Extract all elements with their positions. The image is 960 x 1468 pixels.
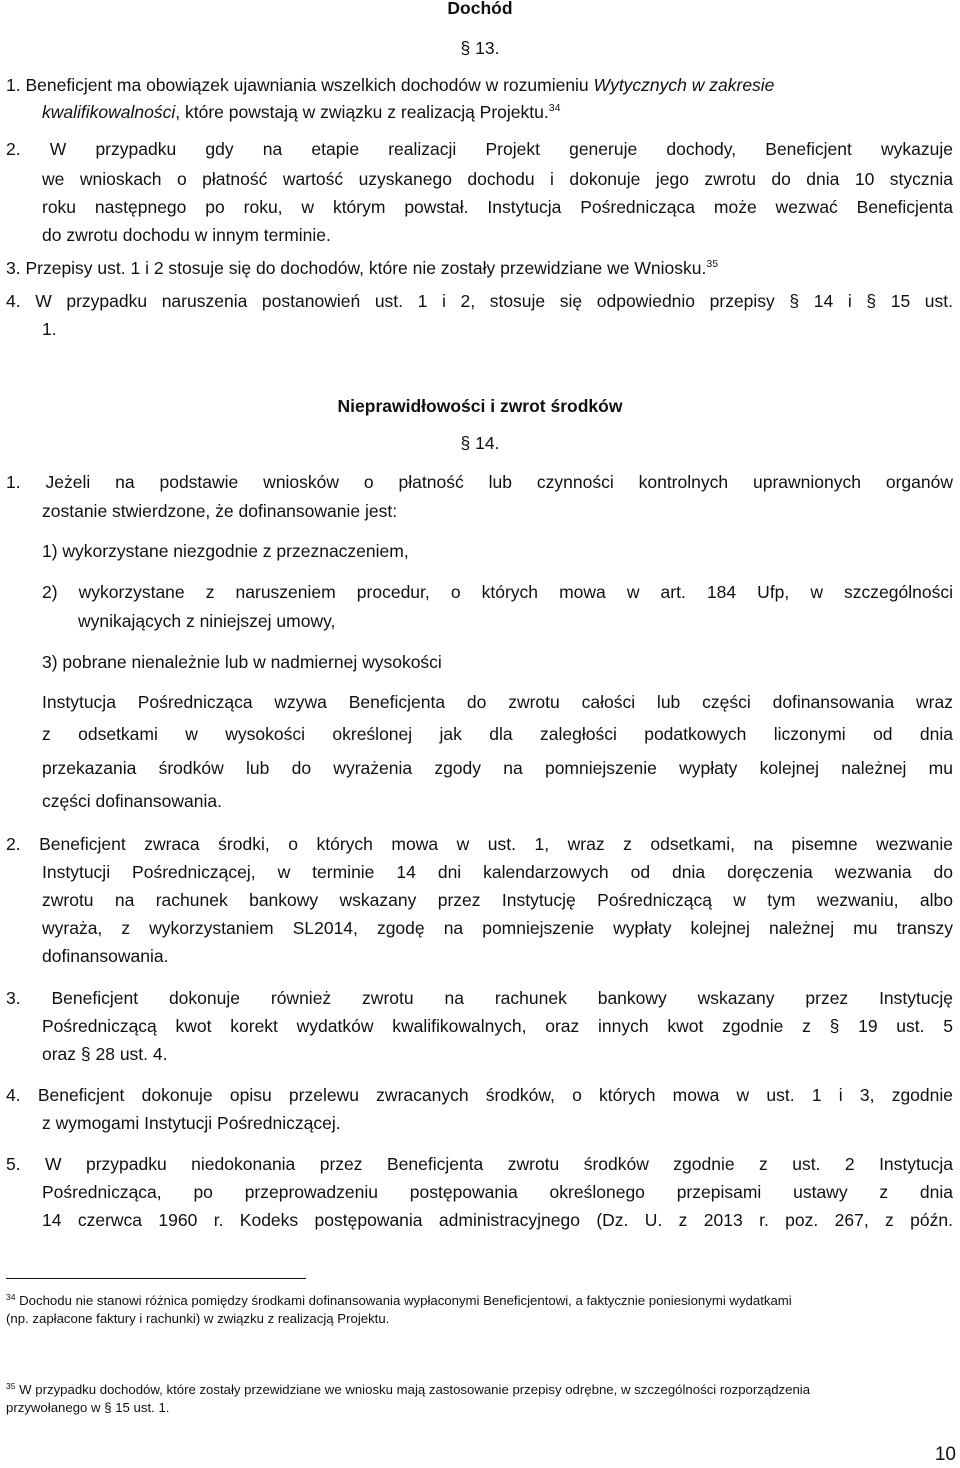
s13-p2-line3: roku następnego po roku, w którym powstał. Instytucja Pośrednicząca może wezwać Beneficjenta: [42, 197, 953, 217]
s14-ip-line4: części dofinansowania.: [42, 791, 222, 811]
footnote-35: [6, 1381, 954, 1417]
section-14-number: § 14.: [460, 433, 500, 453]
s13-p1-line1: 1. Beneficjent ma obowiązek ujawniania wszelkich dochodów w rozumieniu Wytycznych w zakresie: [6, 75, 775, 95]
s14-ip-line3: przekazania środków lub do wyrażenia zgody na pomniejszenie wypłaty kolejnej należnej mu: [42, 758, 953, 778]
s14-p2-line1: 2. Beneficjent zwraca środki, o których mowa w ust. 1, wraz z odsetkami, na pisemne wezwanie: [6, 834, 953, 854]
s14-p5-line1: 5. W przypadku niedokonania przez Beneficjenta zwrotu środków zgodnie z ust. 2 Instytucja: [6, 1154, 953, 1174]
s14-p2-line2: Instytucji Pośredniczącej, w terminie 14 dni kalendarzowych od dnia doręczenia wezwania do: [42, 862, 953, 882]
s14-p1-line2: zostanie stwierdzone, że dofinansowanie jest:: [42, 501, 398, 521]
footnote-34-line1: Dochodu nie stanowi różnica pomiędzy środkami dofinansowania wypłaconymi Beneficjentowi, a faktycznie poniesionymi wydatkami: [19, 1293, 792, 1308]
footnote-35-marker: 35: [6, 1381, 16, 1391]
section-13-number: § 13.: [460, 38, 500, 58]
s14-ip-line2: z odsetkami w wysokości określonej jak dla zaległości podatkowych liczonymi od dnia: [42, 724, 953, 744]
s13-p4-line2: 1.: [42, 319, 57, 339]
s14-p2-line5: dofinansowania.: [42, 946, 169, 966]
s14-p4-line1: 4. Beneficjent dokonuje opisu przelewu zwracanych środków, o których mowa w ust. 1 i 3, zgodnie: [6, 1085, 953, 1105]
s13-p2-line1: 2. W przypadku gdy na etapie realizacji Projekt generuje dochody, Beneficjent wykazuje: [6, 139, 953, 159]
s14-p4-line2: z wymogami Instytucji Pośredniczącej.: [42, 1113, 341, 1133]
s14-p2-line3: zwrotu na rachunek bankowy wskazany przez Instytucję Pośredniczącą w tym wezwaniu, albo: [42, 890, 953, 910]
s14-p3-line3: oraz § 28 ust. 4.: [42, 1044, 168, 1064]
footnote-34-line2: (np. zapłacone faktury i rachunki) w związku z realizacją Projektu.: [6, 1311, 390, 1326]
s13-p2-line4: do zwrotu dochodu w innym terminie.: [42, 225, 331, 245]
s14-p3-line2: Pośredniczącą kwot korekt wydatków kwalifikowalnych, oraz innych kwot zgodnie z § 19 ust. 5: [42, 1016, 953, 1036]
page-number: 10: [934, 1444, 956, 1465]
footnote-ref-35: 35: [706, 258, 719, 270]
s13-p2-line2: we wnioskach o płatność wartość uzyskanego dochodu i dokonuje jego zwrotu do dnia 10 stycznia: [42, 169, 953, 189]
s13-p1-line2: kwalifikowalności, które powstają w związku z realizacją Projektu.$^{34}$: [42, 102, 561, 122]
section-13-title: Dochód: [447, 0, 513, 18]
s14-list-item-3: 3) pobrane nienależnie lub w nadmiernej wysokości: [42, 652, 442, 672]
s14-p3-line1: 3. Beneficjent dokonuje również zwrotu na rachunek bankowy wskazany przez Instytucję: [6, 988, 953, 1008]
s13-p3-line1: 3. Przepisy ust. 1 i 2 stosuje się do dochodów, które nie zostały przewidziane we Wniosku.$^{35}$: [6, 258, 719, 278]
footnote-34-marker: 34: [6, 1292, 16, 1302]
s14-p5-line2: Pośrednicząca, po przeprowadzeniu postępowania określonego przepisami ustawy z dnia: [42, 1182, 953, 1202]
footnote-separator: [6, 1278, 306, 1279]
footnote-35-line1: W przypadku dochodów, które zostały przewidziane we wniosku mają zastosowanie przepisy odrębne, w szczególności rozporządzenia: [19, 1382, 811, 1397]
s14-list-item-2-line2: wynikających z niniejszej umowy,: [78, 611, 336, 631]
s14-ip-line1: Instytucja Pośrednicząca wzywa Beneficjenta do zwrotu całości lub części dofinansowania wraz: [42, 692, 953, 712]
footnote-35-line2: przywołanego w § 15 ust. 1.: [6, 1400, 170, 1415]
s14-list-item-1: 1) wykorzystane niezgodnie z przeznaczeniem,: [42, 541, 409, 561]
s14-p2-line4: wyraża, z wykorzystaniem SL2014, zgodę na pomniejszenie wypłaty kolejnej należnej mu transzy: [42, 918, 953, 938]
s14-p1-line1: 1. Jeżeli na podstawie wniosków o płatność lub czynności kontrolnych uprawnionych organów: [6, 472, 953, 492]
section-14-title: Nieprawidłowości i zwrot środków: [337, 396, 623, 416]
s14-p5-line3: 14 czerwca 1960 r. Kodeks postępowania administracyjnego (Dz. U. z 2013 r. poz. 267, z późn.: [42, 1210, 953, 1230]
footnote-34: [6, 1292, 954, 1328]
s13-p4-line1: 4. W przypadku naruszenia postanowień ust. 1 i 2, stosuje się odpowiednio przepisy § 14 i § 15 ust.: [6, 291, 953, 311]
footnote-ref-34: 34: [548, 102, 561, 114]
s14-list-item-2-line1: 2) wykorzystane z naruszeniem procedur, o których mowa w art. 184 Ufp, w szczególności: [42, 582, 953, 602]
